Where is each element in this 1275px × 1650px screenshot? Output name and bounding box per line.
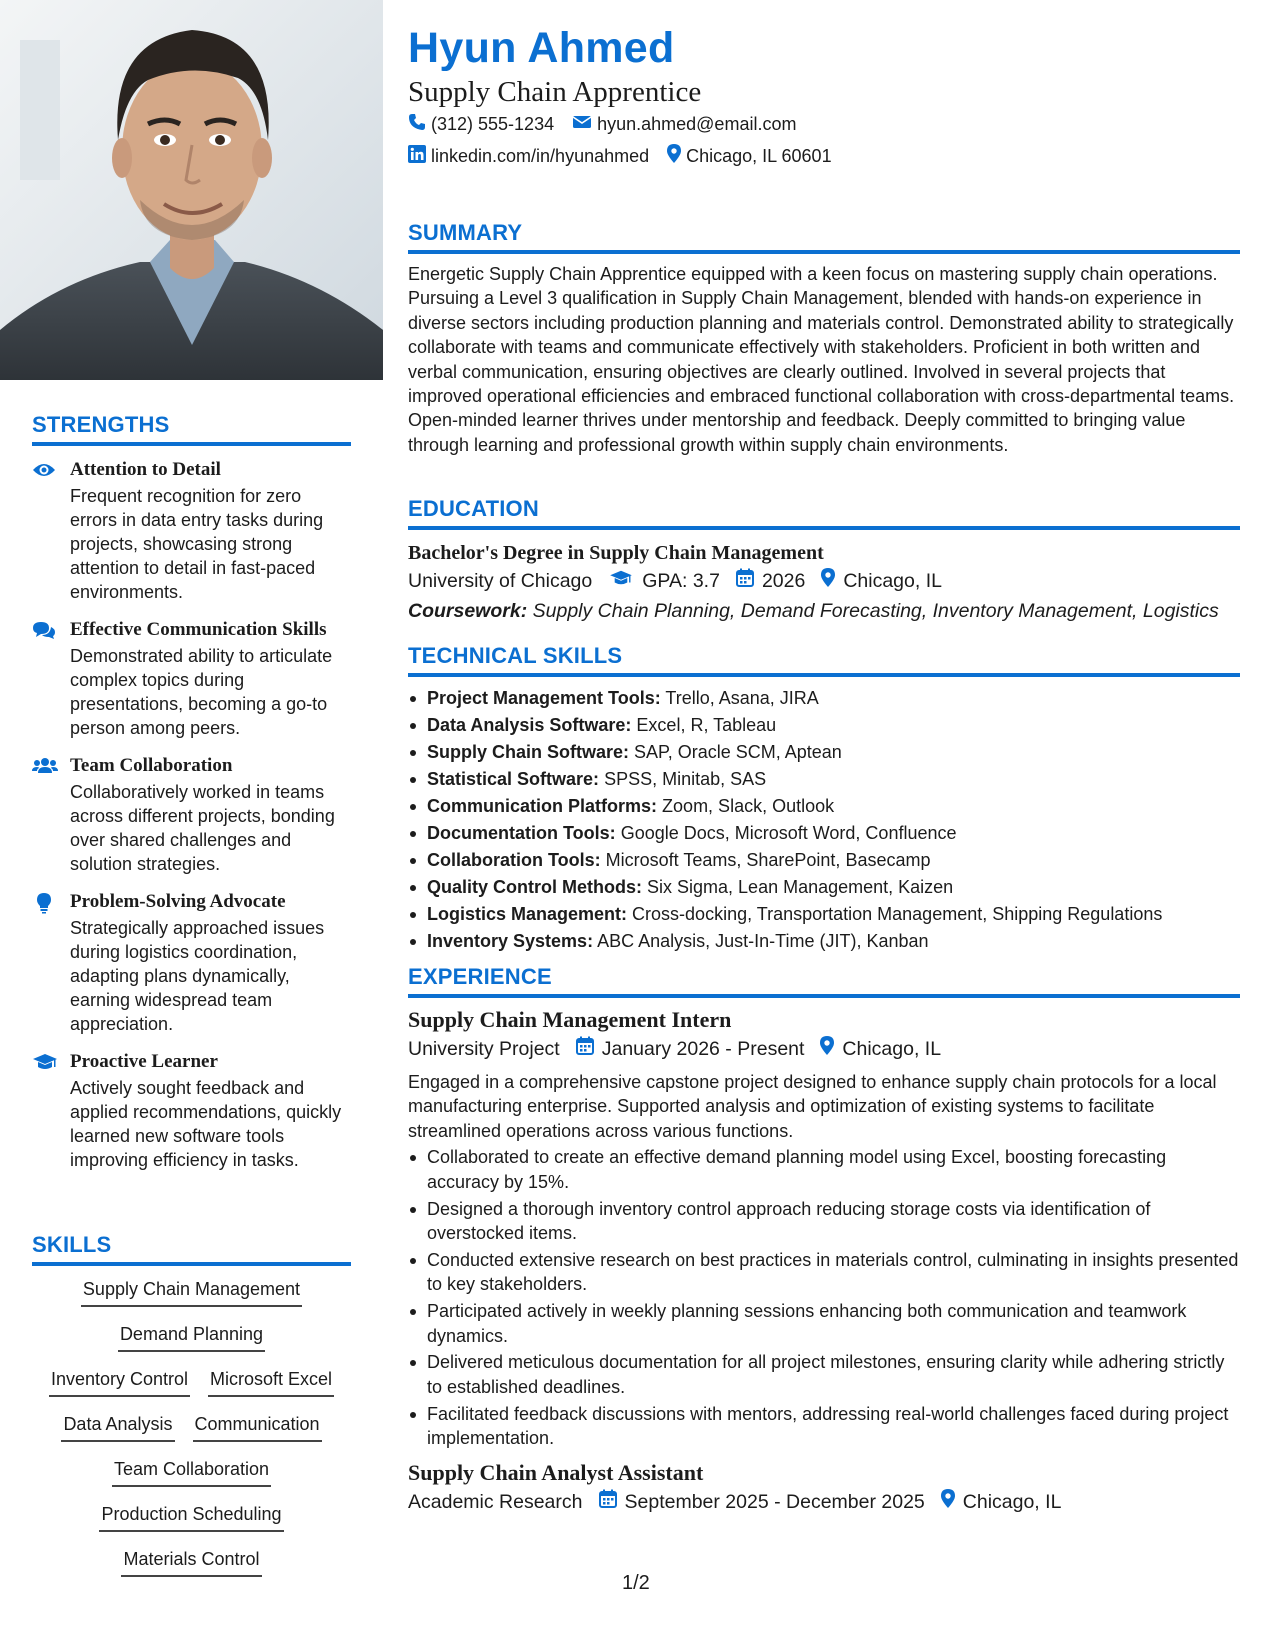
strength-item <box>32 754 351 876</box>
list-item <box>408 847 1240 874</box>
envelope-icon <box>572 114 597 135</box>
org-text: University Project <box>408 1038 560 1060</box>
list-item: Participated actively in weekly planning sessions enhancing both communication and teamwork dynamics. <box>408 1299 1240 1348</box>
map-marker-icon <box>820 1034 842 1064</box>
list-item <box>408 793 1240 820</box>
job-org <box>408 1034 560 1064</box>
sidebar <box>0 0 383 1650</box>
skill-chip: Data Analysis <box>61 1411 174 1442</box>
strength-title: Team Collaboration <box>70 755 233 776</box>
skill-values: Excel, R, Tableau <box>636 715 777 735</box>
skills-section <box>32 1232 351 1591</box>
email-contact[interactable] <box>572 114 796 135</box>
education-location-text: Chicago, IL <box>843 570 942 592</box>
skill-chip: Inventory Control <box>49 1366 190 1397</box>
strength-title: Proactive Learner <box>70 1051 218 1072</box>
list-item: Collaborated to create an effective demand planning model using Excel, boosting forecasting accuracy by 15%. <box>408 1145 1240 1194</box>
technical-skills-section <box>408 643 1240 955</box>
job-entry <box>408 1459 1240 1517</box>
job-dates <box>576 1034 805 1064</box>
contact-row <box>408 144 850 168</box>
location-text: Chicago, IL <box>962 1490 1062 1513</box>
technical-skills-list <box>408 685 1240 955</box>
linkedin-icon <box>408 145 431 168</box>
eye-icon <box>32 460 56 482</box>
skill-chip: Team Collaboration <box>112 1456 271 1487</box>
users-icon <box>32 756 56 778</box>
skill-category: Communication Platforms: <box>427 796 658 816</box>
list-item <box>408 685 1240 712</box>
list-item <box>408 820 1240 847</box>
coursework-text: Supply Chain Planning, Demand Forecasting, Inventory Management, Logistics <box>532 600 1219 622</box>
summary-text: Energetic Supply Chain Apprentice equipped with a keen focus on mastering supply chain operations. Pursuing a Level 3 qualification in Supply Chain Management, blended with hands-on experience in diverse sectors including production planning and materials control. Demonstrated ability to strategically collaborate with teams and communicate effectively with stakeholders. Proficient in both written and verbal communication, ensuring objectives are clearly outlined. Involved in several projects that improved operational efficiencies and embraced functional collaboration with cross-departmental teams. Open-minded learner thrives under mentorship and feedback. Deeply committed to bringing value through learning and professional growth within supply chain environments. <box>408 264 1235 455</box>
phone-text: (312) 555-1234 <box>431 114 555 134</box>
strength-item <box>32 1050 351 1172</box>
strength-item <box>32 618 351 740</box>
graduation-cap-icon <box>32 1052 56 1074</box>
page-number: 1/2 <box>622 1572 650 1594</box>
skills-heading: SKILLS <box>32 1232 351 1266</box>
skill-values: Six Sigma, Lean Management, Kaizen <box>647 877 954 897</box>
job-location <box>820 1034 941 1064</box>
strength-title: Problem-Solving Advocate <box>70 891 286 912</box>
phone-icon <box>408 113 431 136</box>
calendar-icon <box>576 1034 602 1064</box>
list-item: Conducted extensive research on best practices in materials control, culminating in insights presented to key stakeholders. <box>408 1248 1240 1297</box>
job-meta <box>408 1487 1240 1517</box>
skill-values: Google Docs, Microsoft Word, Confluence <box>620 823 957 843</box>
list-item: Designed a thorough inventory control approach reducing storage costs via identification of overstocked items. <box>408 1197 1240 1246</box>
summary-section <box>408 220 1240 457</box>
location-text: Chicago, IL 60601 <box>686 145 832 166</box>
skill-category: Collaboration Tools: <box>427 850 601 870</box>
school-text: University of Chicago <box>408 570 593 592</box>
list-item <box>408 928 1240 955</box>
calendar-icon <box>599 1487 625 1517</box>
skill-values: SAP, Oracle SCM, Aptean <box>634 742 842 762</box>
candidate-role: Supply Chain Apprentice <box>408 76 702 108</box>
job-location <box>941 1487 1062 1517</box>
email-text[interactable]: hyun.ahmed@email.com <box>597 114 797 134</box>
skill-category: Data Analysis Software: <box>427 715 632 735</box>
skill-category: Supply Chain Software: <box>427 742 630 762</box>
technical-skills-heading: TECHNICAL SKILLS <box>408 643 1240 677</box>
coursework <box>408 596 1240 626</box>
list-item <box>408 712 1240 739</box>
job-org <box>408 1487 583 1517</box>
skill-category: Logistics Management: <box>427 904 628 924</box>
strength-title: Attention to Detail <box>70 459 221 480</box>
location-contact <box>667 144 831 168</box>
graduation-year <box>736 566 805 596</box>
experience-heading: EXPERIENCE <box>408 964 1240 998</box>
education-heading: EDUCATION <box>408 496 1240 530</box>
list-item <box>408 874 1240 901</box>
skill-values: Cross-docking, Transportation Management, Shipping Regulations <box>632 904 1163 924</box>
skill-values: Microsoft Teams, SharePoint, Basecamp <box>605 850 931 870</box>
coursework-label: Coursework: <box>408 600 528 622</box>
job-description: Engaged in a comprehensive capstone project designed to enhance supply chain protocols for a local manufacturing enterprise. Supported analysis and optimization of existing systems to facilitate streamlined operations across various functions. <box>408 1072 1217 1141</box>
list-item <box>408 901 1240 928</box>
degree-title: Bachelor's Degree in Supply Chain Management <box>408 542 824 564</box>
skill-category: Project Management Tools: <box>427 688 661 708</box>
summary-heading: SUMMARY <box>408 220 1240 254</box>
map-marker-icon <box>941 1487 963 1517</box>
lightbulb-icon <box>32 892 56 914</box>
strengths-heading: STRENGTHS <box>32 412 351 446</box>
job-entry <box>408 1006 1240 1451</box>
strength-desc: Frequent recognition for zero errors in data entry tasks during projects, showcasing strong attention to detail in fast-paced environments. <box>70 486 324 602</box>
skill-chip: Production Scheduling <box>99 1501 283 1532</box>
strength-desc: Actively sought feedback and applied recommendations, quickly learned new software tools improving efficiency in tasks. <box>70 1078 342 1170</box>
strength-title: Effective Communication Skills <box>70 619 327 640</box>
skill-chip: Materials Control <box>121 1546 261 1577</box>
education-section <box>408 496 1240 626</box>
linkedin-text[interactable]: linkedin.com/in/hyunahmed <box>431 145 650 166</box>
skill-chip: Communication <box>193 1411 322 1442</box>
phone-contact <box>408 113 554 136</box>
skill-chip: Demand Planning <box>118 1321 265 1352</box>
list-item <box>408 739 1240 766</box>
skill-category: Inventory Systems: <box>427 931 594 951</box>
school-name <box>408 566 592 596</box>
year-text: 2026 <box>761 570 806 592</box>
org-text: Academic Research <box>408 1490 583 1513</box>
list-item: Delivered meticulous documentation for all project milestones, ensuring clarity while adhering strictly to established deadlines. <box>408 1350 1240 1399</box>
list-item <box>408 766 1240 793</box>
skill-values: ABC Analysis, Just-In-Time (JIT), Kanban <box>597 931 929 951</box>
skill-chip: Microsoft Excel <box>208 1366 334 1397</box>
strength-item <box>32 458 351 604</box>
comments-icon <box>32 620 56 642</box>
experience-section <box>408 964 1240 1517</box>
education-location <box>821 566 942 596</box>
skill-category: Quality Control Methods: <box>427 877 642 897</box>
dates-text: September 2025 - December 2025 <box>624 1490 925 1513</box>
linkedin-contact[interactable] <box>408 145 649 168</box>
strength-desc: Strategically approached issues during logistics coordination, adapting plans dynamically, earning widespread team appreciation. <box>70 918 325 1034</box>
strength-desc: Collaboratively worked in teams across different projects, bonding over shared challenges and solution strategies. <box>70 782 335 874</box>
job-meta <box>408 1034 1240 1064</box>
skill-chip: Supply Chain Management <box>81 1276 302 1307</box>
strengths-section <box>32 412 351 1172</box>
location-text: Chicago, IL <box>842 1038 942 1060</box>
job-title: Supply Chain Analyst Assistant <box>408 1459 704 1485</box>
map-marker-icon <box>667 144 686 168</box>
dates-text: January 2026 - Present <box>601 1038 805 1060</box>
list-item: Facilitated feedback discussions with mentors, addressing real-world challenges faced during project implementation. <box>408 1402 1240 1451</box>
skill-values: Zoom, Slack, Outlook <box>662 796 835 816</box>
skill-values: Trello, Asana, JIRA <box>665 688 819 708</box>
skill-category: Statistical Software: <box>427 769 600 789</box>
job-title: Supply Chain Management Intern <box>408 1007 732 1032</box>
skill-values: SPSS, Minitab, SAS <box>604 769 767 789</box>
graduation-cap-icon <box>608 566 642 596</box>
profile-photo <box>0 0 383 380</box>
calendar-icon <box>736 566 762 596</box>
candidate-name: Hyun Ahmed <box>408 24 675 72</box>
gpa-text: GPA: 3.7 <box>642 570 720 592</box>
skills-list <box>32 1276 351 1591</box>
strength-desc: Demonstrated ability to articulate complex topics during presentations, becoming a go-to person among peers. <box>70 646 333 738</box>
skill-category: Documentation Tools: <box>427 823 616 843</box>
job-bullets <box>408 1145 1240 1450</box>
job-dates <box>599 1487 925 1517</box>
education-meta <box>408 566 1240 596</box>
map-marker-icon <box>821 566 843 596</box>
gpa <box>608 566 720 596</box>
contact-row <box>408 113 814 136</box>
strength-item <box>32 890 351 1036</box>
